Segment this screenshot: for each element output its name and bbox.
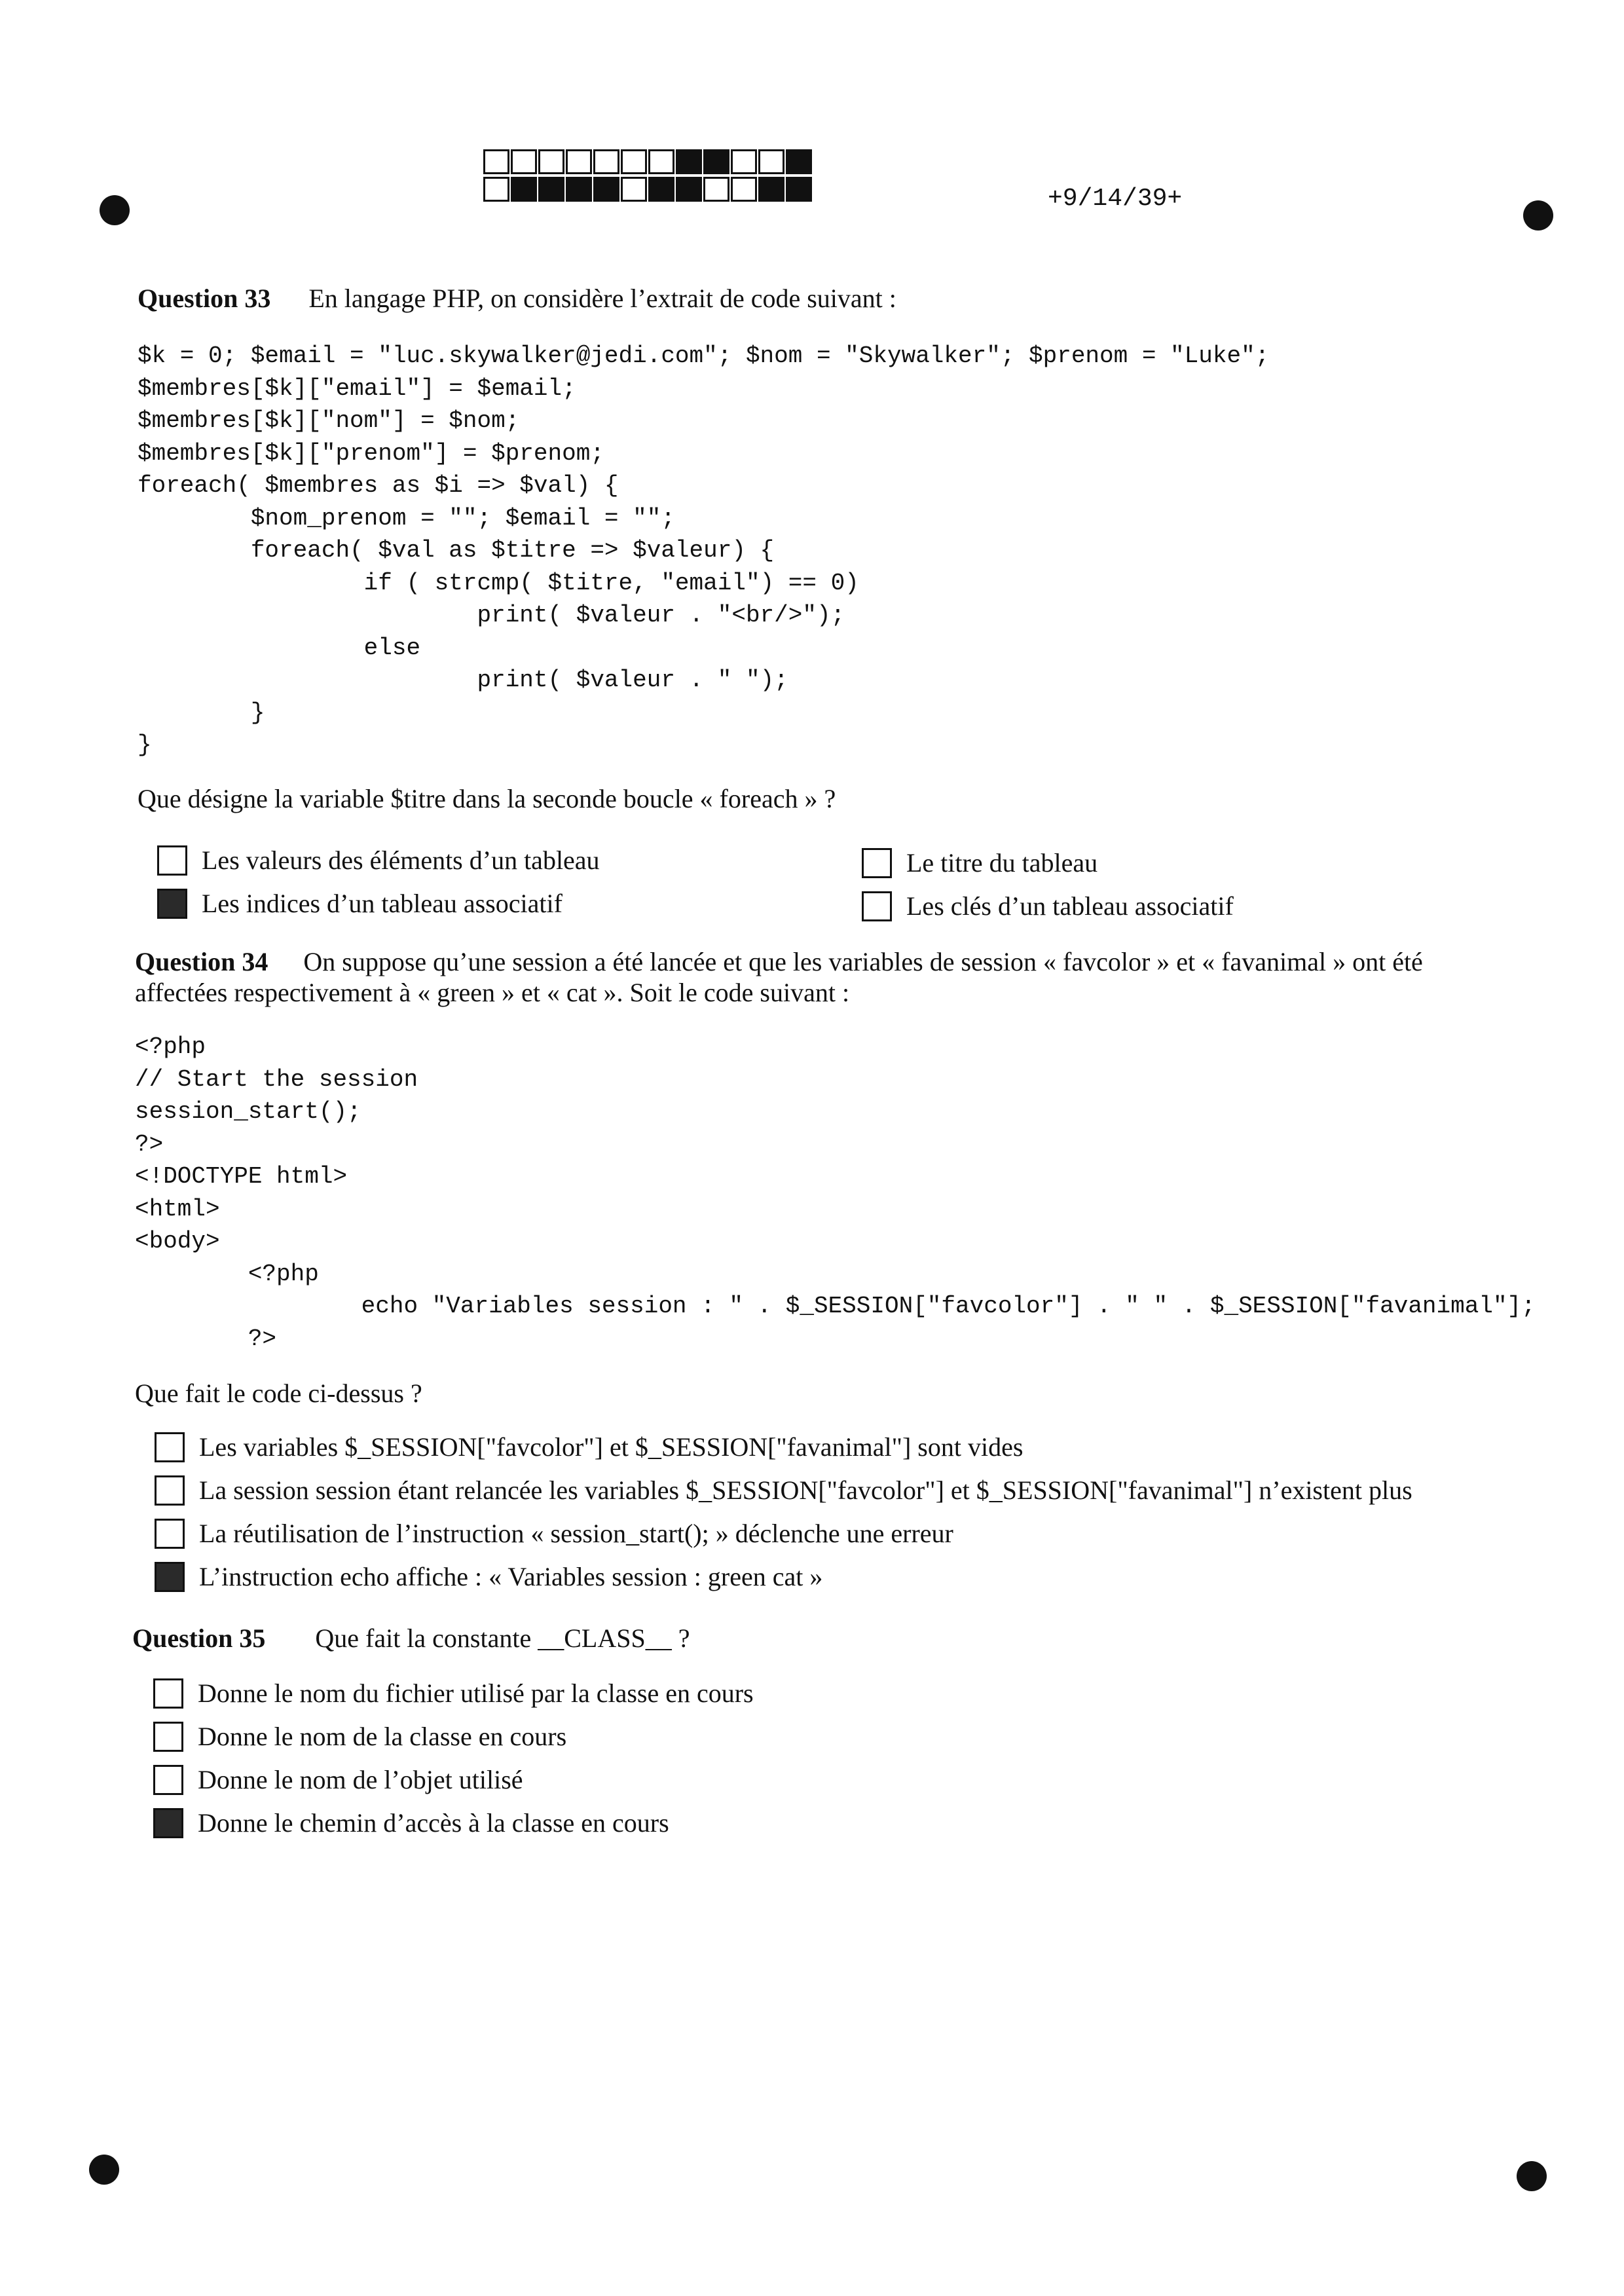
barcode-cell [566,149,592,174]
q33-option-2[interactable] [157,888,563,919]
option-label: Donne le nom du fichier utilisé par la classe en cours [198,1678,754,1708]
barcode-cell [786,149,812,174]
option-label: Donne le nom de l’objet utilisé [198,1765,523,1794]
option-label: La réutilisation de l’instruction « session_start(); » déclenche une erreur [199,1519,953,1548]
question-33-heading [138,283,896,314]
checkbox[interactable] [153,1808,183,1838]
q35-option-1[interactable] [153,1678,754,1709]
barcode-cell [703,149,729,174]
barcode-cell [703,177,729,202]
option-label: La session session étant relancée les variables $_SESSION["favcolor"] et $_SESSION["favanimal"] n’existent plus [199,1475,1412,1505]
checkbox[interactable] [155,1432,185,1462]
barcode-cell [758,149,784,174]
barcode-cell [676,149,702,174]
q35-option-2[interactable] [153,1721,566,1752]
q34-option-4[interactable] [155,1561,822,1592]
q33-option-1[interactable] [157,845,600,876]
checkbox[interactable] [862,848,892,878]
barcode-cell [593,149,619,174]
option-label: Les valeurs des éléments d’un tableau [202,845,600,875]
registration-mark-top-left [100,195,130,225]
barcode-cell [483,149,509,174]
option-label: Donne le chemin d’accès à la classe en cours [198,1808,669,1838]
question-34-heading [135,946,1423,978]
checkbox[interactable] [153,1765,183,1795]
checkbox[interactable] [157,845,187,876]
barcode-cell [566,177,592,202]
barcode-cell [538,177,564,202]
question-35-label: Question 35 [132,1623,266,1653]
page-id: +9/14/39+ [1048,185,1183,213]
barcode-cell [483,177,509,202]
barcode-row-2 [483,177,813,202]
question-34-text-line1: On suppose qu’une session a été lancée et que les variables de session « favcolor » et « favanimal » ont été [303,947,1423,976]
barcode-cell [786,177,812,202]
question-34-code: <?php // Start the session session_start(); ?> <!DOCTYPE html> <html> <body> <?php echo "Variables session : " . $_SESSION["favcolor"] . " " . $_SESSION["favanimal"]; ?> [135,1033,1536,1352]
q35-option-3[interactable] [153,1764,523,1795]
q33-option-3[interactable] [862,847,1098,878]
barcode-cell [648,177,674,202]
option-label: Les variables $_SESSION["favcolor"] et $_SESSION["favanimal"] sont vides [199,1432,1024,1462]
checkbox[interactable] [157,889,187,919]
barcode-row-1 [483,149,813,174]
barcode-cell [731,149,757,174]
barcode-cell [621,177,647,202]
barcode-cell [538,149,564,174]
question-34-prompt: Que fait le code ci-dessus ? [135,1379,422,1408]
q34-option-3[interactable] [155,1518,953,1549]
registration-mark-top-right [1523,200,1553,231]
option-label: Le titre du tableau [906,848,1098,878]
option-label: Les indices d’un tableau associatif [202,889,563,918]
option-label: L’instruction echo affiche : « Variables session : green cat » [199,1562,823,1591]
option-label: Donne le nom de la classe en cours [198,1722,567,1751]
barcode-cell [593,177,619,202]
question-35-text: Que fait la constante __CLASS__ ? [315,1623,690,1653]
checkbox[interactable] [862,891,892,921]
q34-option-1[interactable] [155,1432,1023,1462]
barcode-cell [731,177,757,202]
question-33-label: Question 33 [138,284,271,313]
barcode-cell [511,177,537,202]
registration-mark-bottom-left [89,2155,119,2185]
checkbox[interactable] [155,1562,185,1592]
q33-option-4[interactable] [862,891,1234,921]
checkbox[interactable] [153,1678,183,1709]
question-34-text-line2: affectées respectivement à « green » et « cat ». Soit le code suivant : [135,978,850,1007]
barcode-cell [648,149,674,174]
checkbox[interactable] [155,1519,185,1549]
question-33-code: $k = 0; $email = "luc.skywalker@jedi.com"; $nom = "Skywalker"; $prenom = "Luke"; $membres[$k]["email"] = $email; $membres[$k]["nom"] = $nom; $membres[$k]["prenom"] = $prenom; foreach( $membres as $i => $val) { $nom_prenom = ""; $email = ""; foreach( $val as $titre => $valeur) { if ( strcmp( $titre, "email") == 0) print( $valeur . "<br/>"); else print( $valeur . " "); } } [138,343,1270,758]
question-33-prompt: Que désigne la variable $titre dans la seconde boucle « foreach » ? [138,784,836,813]
page-barcode [483,149,813,204]
option-label: Les clés d’un tableau associatif [906,891,1234,921]
question-34-label: Question 34 [135,947,268,976]
checkbox[interactable] [153,1722,183,1752]
checkbox[interactable] [155,1475,185,1506]
barcode-cell [758,177,784,202]
registration-mark-bottom-right [1517,2161,1547,2191]
q34-option-2[interactable] [155,1475,1412,1506]
barcode-cell [621,149,647,174]
question-33-text: En langage PHP, on considère l’extrait de code suivant : [308,284,896,313]
barcode-cell [511,149,537,174]
question-35-heading [132,1623,690,1654]
barcode-cell [676,177,702,202]
q35-option-4[interactable] [153,1807,669,1838]
